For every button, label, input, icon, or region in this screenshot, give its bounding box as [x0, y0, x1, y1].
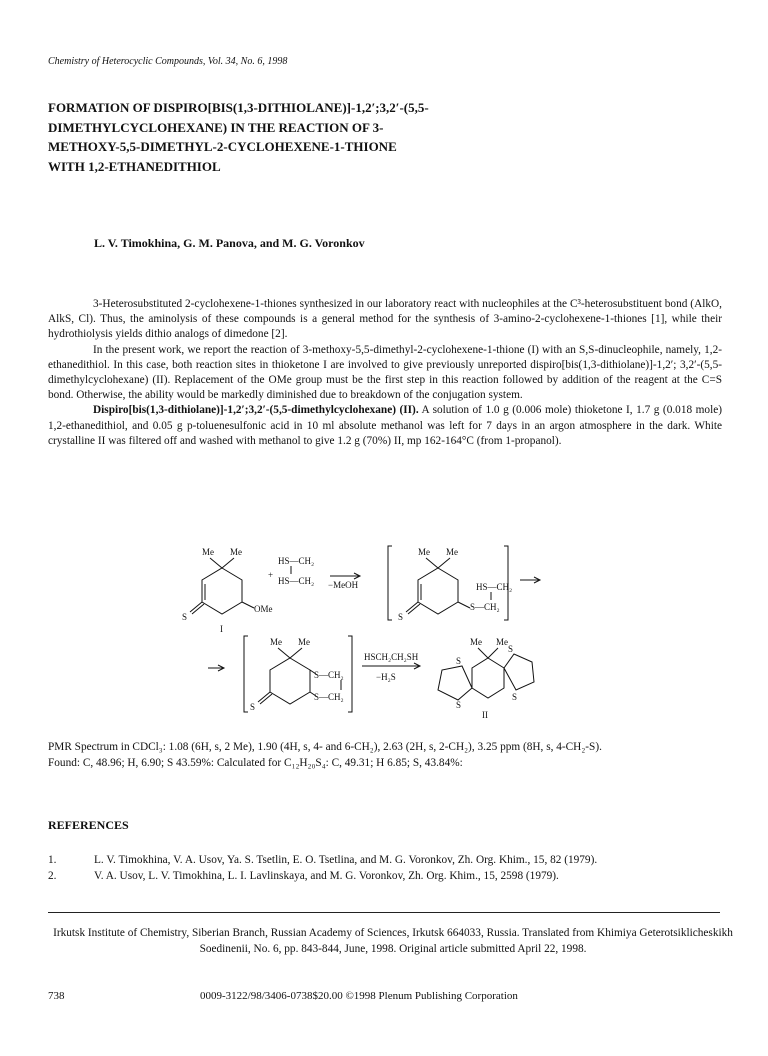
bond-me [426, 558, 438, 568]
pmr-line: PMR Spectrum in CDCl₃: 1.08 (6H, s, 2 Me), 1.90 (4H, s, 4- and 6-CH₂), 2.63 (2H, s, 2-CH₂), 3.25 ppm (8H, s, 4-CH₂-S). [48, 741, 602, 753]
label-s-ch2: S—CH₂ [314, 692, 344, 702]
label-s: S [508, 644, 514, 654]
ring-int1 [418, 568, 458, 614]
label-s: S [182, 612, 188, 622]
label-me: Me [418, 547, 430, 557]
label-s: S [398, 612, 404, 622]
bond [458, 602, 470, 608]
label-minus-h2s: −H₂S [376, 672, 396, 682]
label-hs-ch2: HS—CH₂ [476, 582, 513, 592]
paragraph: 3-Heterosubstituted 2-cyclohexene-1-thiones synthesized in our laboratory react with nucleophiles at the C³-heterosubstituent bond (AlkO, AlkS, Cl). Thus, the aminolysis of these compounds is a general method for the synthesis of 3-amino-2-cyclohexene-1-thiones [1], while their hydrothiolysis yields dithio analogs of dimedone [2]. [48, 298, 722, 341]
paragraph: In the present work, we report the reaction of 3-methoxy-5,5-dimethyl-2-cyclohexene-1-thione (I) with an S,S-dinucleophile, namely, 1,2-ethanedithiol. In this case, both reaction sites in thioketone I are involved to give previously unreported dispiro[bis(1,3-dithiolane)]-1,2′; 3,2′-(5,5-dimethylcyclohexane) (II). Replacement of the OMe group must be the first step in this reaction followed by addition of the reagent at the C=S bond. Otherwise, the ability would be markedly diminished due to breakdown of the conjugation system. [48, 343, 722, 402]
reference-number: 1. [48, 854, 57, 866]
bracket-left [388, 546, 392, 620]
label-me: Me [202, 547, 214, 557]
title-line: METHOXY-5,5-DIMETHYL-2-CYCLOHEXENE-1-THIONE [48, 139, 397, 154]
reference-number: 2. [48, 870, 57, 882]
pmr-section [48, 740, 738, 771]
references-heading: REFERENCES [48, 818, 129, 832]
bond-me [438, 558, 450, 568]
bond-me [488, 648, 498, 658]
title-line: DIMETHYLCYCLOHEXANE) IN THE REACTION OF 3- [48, 119, 384, 135]
reference-text: V. A. Usov, L. V. Timokhina, L. I. Lavlinskaya, and M. G. Voronkov, Zh. Org. Khim., 15, 2598 (1979). [94, 870, 559, 882]
article-body [48, 297, 722, 449]
bond-me [210, 558, 222, 568]
title-line: FORMATION OF DISPIRO[BIS(1,3-DITHIOLANE)]-1,2′;3,2′-(5,5- [48, 100, 429, 115]
bracket-right [348, 636, 352, 712]
page-number: 738 [48, 990, 65, 1002]
analysis-line: Found: C, 48.96; H, 6.90; S 43.59%: Calculated for C₁₂H₂₀S₄: C, 49.31; H 6.85; S, 43.84%: [48, 756, 463, 769]
footer-rule [48, 912, 720, 913]
label-me: Me [298, 637, 310, 647]
bond-me [278, 648, 290, 658]
bracket-left [244, 636, 248, 712]
label-me: Me [470, 637, 482, 647]
label-s: S [456, 656, 462, 666]
reference-item [48, 852, 738, 868]
label-ome: OMe [254, 604, 273, 614]
reference-text: L. V. Timokhina, V. A. Usov, Ya. S. Tsetlin, E. O. Tsetlina, and M. G. Voronkov, Zh. Org. Khim., 15, 82 (1979). [94, 854, 598, 866]
ring-int2 [270, 658, 310, 704]
experimental-paragraph [48, 403, 722, 449]
bond-me [478, 648, 488, 658]
reaction-scheme [180, 540, 600, 720]
dithiolane-left [438, 666, 472, 700]
label-minus-meoh: −MeOH [328, 580, 359, 590]
label-s: S [512, 692, 518, 702]
title-line: WITH 1,2-ETHANEDITHIOL [48, 158, 221, 174]
reference-item [48, 868, 738, 884]
label-plus: + [268, 570, 274, 580]
label-me: Me [270, 637, 282, 647]
experimental-text: A solution of 1.0 g (0.006 mole) thioketone I, 1.7 g (0.018 mole) 1,2-ethanedithiol, and 0.05 g p-toluenesulfonic acid in 10 ml absolute methanol was left for 7 days in an argon atmosphere in the dark. White crystalline II was filtered off and washed with methanol to give 1.2 g (70%) II, mp 162-164°C (from 1-propanol). [48, 404, 722, 447]
label-hs-ch2: HS—CH₂ [278, 556, 315, 566]
label-me: Me [230, 547, 242, 557]
label-hs-ch2: HS—CH₂ [278, 576, 315, 586]
copyright: 0009-3122/98/3406-0738$20.00 ©1998 Plenum Publishing Corporation [200, 990, 518, 1002]
label-s-ch2: S—CH₂ [314, 670, 344, 680]
label-s: S [456, 700, 462, 710]
journal-header: Chemistry of Heterocyclic Compounds, Vol. 34, No. 6, 1998 [48, 56, 288, 67]
label-s-ch2: S—CH₂ [470, 602, 500, 612]
label-reagent: HSCH₂CH₂SH [364, 652, 419, 662]
label-me: Me [496, 637, 508, 647]
authors: L. V. Timokhina, G. M. Panova, and M. G. Voronkov [94, 236, 365, 250]
affiliation: Irkutsk Institute of Chemistry, Siberian Branch, Russian Academy of Sciences, Irkutsk 664033, Russia. Translated from Khimiya Geterotsiklicheskikh Soedinenii, No. 6, pp. 843-844, June, 1998. Original article submitted April 22, 1998. [53, 927, 733, 955]
bond-me [290, 648, 302, 658]
label-s: S [250, 702, 256, 712]
article-title [48, 98, 728, 176]
ring-II [472, 658, 504, 698]
bond-me [222, 558, 234, 568]
compound-heading: Dispiro[bis(1,3-dithiolane)]-1,2′;3,2′-(5,5-dimethylcyclohexane) (II). [93, 404, 419, 417]
bond-ome [242, 602, 254, 608]
ring-I [202, 568, 242, 614]
label-compound-II: II [482, 710, 488, 720]
label-compound-I: I [220, 624, 223, 634]
scheme-svg [180, 540, 600, 720]
references-list [48, 852, 738, 884]
label-me: Me [446, 547, 458, 557]
dithiolane-right [504, 654, 534, 690]
